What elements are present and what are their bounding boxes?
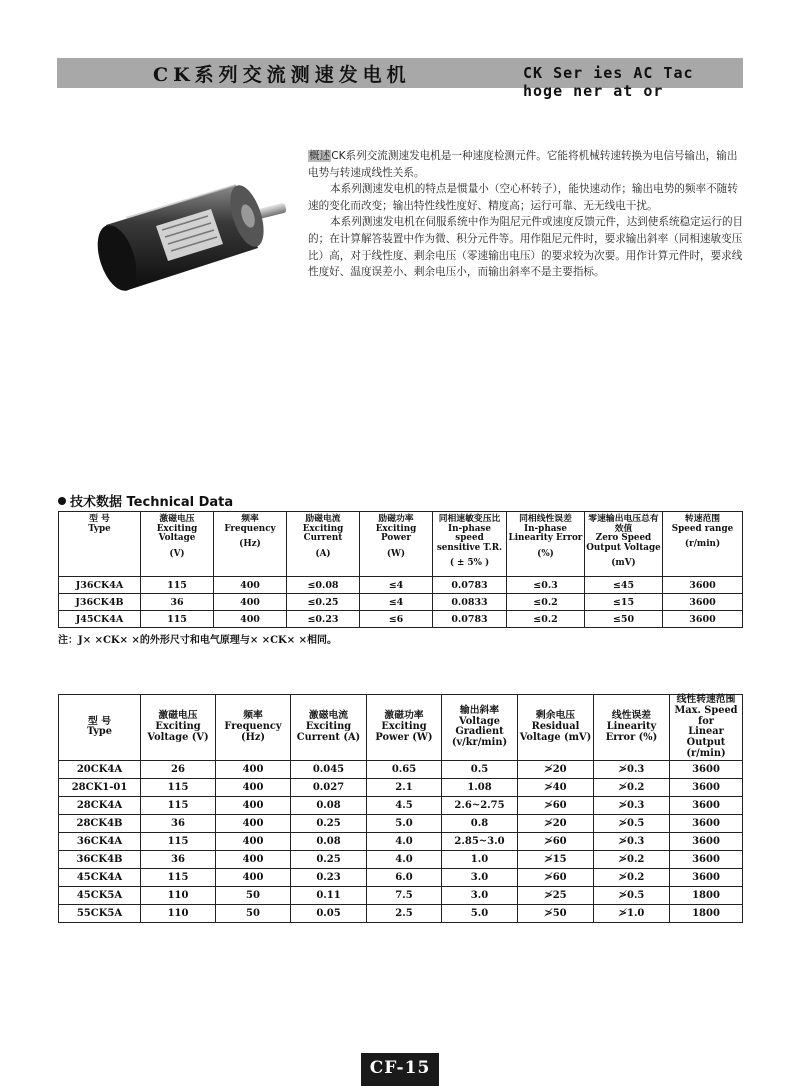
table-cell: ≯0.5 — [594, 886, 670, 904]
column-header-cn: 频率 — [241, 514, 259, 524]
table-cell: 3600 — [670, 850, 743, 868]
table-cell: ≯0.2 — [594, 778, 670, 796]
table-cell: ≤15 — [585, 594, 663, 611]
column-header-en: Exciting Current — [302, 523, 344, 544]
column-header-unit: (V) — [169, 548, 185, 559]
column-header-unit: (%) — [537, 548, 554, 559]
column-header-cn: 型 号 — [89, 514, 110, 524]
table-cell: 400 — [216, 814, 291, 832]
table-cell: ≤4 — [360, 594, 433, 611]
technical-data-table-j — [58, 511, 743, 628]
column-header-unit: (Hz) — [239, 539, 261, 550]
table-cell: ≤0.2 — [507, 594, 585, 611]
column-header — [367, 695, 442, 761]
table-cell: ≤0.08 — [287, 577, 360, 594]
table-cell: 3600 — [670, 760, 743, 778]
table-cell: 36 — [141, 594, 214, 611]
table-cell: 400 — [216, 796, 291, 814]
table-cell: 0.8 — [442, 814, 518, 832]
description-p3: 本系列测速发电机在伺服系统中作为阻尼元件或速度反馈元件，达到使系统稳定运行的目的；在计算解答装置中作为微、积分元件等。用作阻尼元件时，要求输出斜率（同相速敏变压比）高，对于线性度、剩余电压（零速输出电压）的要求较为次要。用作计算元件时，要求线性度好、温度误差小、剩余电压小，而输出斜率不是主要指标。 — [308, 216, 744, 279]
table-cell: 45CK5A — [59, 886, 141, 904]
column-header-en: Exciting — [155, 720, 201, 732]
column-header-unit: (r/min) — [684, 539, 721, 550]
column-header-unit: Voltage (mV) — [519, 731, 592, 743]
column-header-unit: (Hz) — [240, 731, 266, 743]
table-cell: 110 — [141, 904, 216, 922]
column-header — [214, 512, 287, 577]
table-cell: ≤0.2 — [507, 611, 585, 628]
column-header-cn: 频率 — [243, 710, 263, 722]
column-header-unit: Gradient (v/kr/min) — [451, 726, 508, 749]
table-cell: J45CK4A — [59, 611, 141, 628]
table-cell: 4.5 — [367, 796, 442, 814]
column-header-unit: Current (A) — [296, 731, 361, 743]
table-row — [59, 868, 743, 886]
column-header-cn: 型 号 — [87, 715, 111, 727]
column-header-cn: 励磁电流 — [305, 514, 341, 524]
column-header-unit: (A) — [315, 548, 331, 559]
table-cell: ≯60 — [518, 868, 594, 886]
overview-badge: 概述 — [309, 150, 331, 162]
table-cell: 3600 — [670, 796, 743, 814]
table-cell: J36CK4B — [59, 594, 141, 611]
table-cell: 0.25 — [291, 850, 367, 868]
column-header-en: Residual — [531, 720, 580, 732]
table-cell: 1.08 — [442, 778, 518, 796]
column-header-cn: 激磁功率 — [384, 710, 424, 722]
table-row — [59, 778, 743, 796]
table-cell: 3.0 — [442, 868, 518, 886]
table-cell: 36CK4A — [59, 832, 141, 850]
column-header — [216, 695, 291, 761]
column-header-cn: 激磁电流 — [308, 710, 349, 722]
table-cell: 400 — [216, 778, 291, 796]
column-header-en: Type — [88, 523, 111, 534]
table-row — [59, 886, 743, 904]
column-header — [287, 512, 360, 577]
table-cell: ≯0.2 — [594, 868, 670, 886]
table-cell: 3600 — [663, 577, 743, 594]
table-cell: 5.0 — [367, 814, 442, 832]
table-cell: 0.5 — [442, 760, 518, 778]
table-cell: 4.0 — [367, 850, 442, 868]
table-cell: 0.11 — [291, 886, 367, 904]
table-cell: 1800 — [670, 886, 743, 904]
table-row — [59, 577, 743, 594]
table-row — [59, 760, 743, 778]
technical-data-heading: 技术数据 Technical Data — [58, 491, 233, 510]
table-cell: J36CK4A — [59, 577, 141, 594]
table-cell: ≯40 — [518, 778, 594, 796]
bullet-icon — [58, 497, 66, 505]
column-header — [141, 695, 216, 761]
column-header — [663, 512, 743, 577]
column-header-en: Frequency — [224, 720, 282, 732]
tachogenerator-photo — [86, 170, 296, 320]
table-header-row — [59, 695, 743, 761]
table-cell: 400 — [216, 850, 291, 868]
table-cell: ≯15 — [518, 850, 594, 868]
table-cell: 0.65 — [367, 760, 442, 778]
table-cell: 6.0 — [367, 868, 442, 886]
column-header-unit: Power (W) — [375, 731, 433, 743]
table-cell: 36 — [141, 850, 216, 868]
column-header — [433, 512, 507, 577]
column-header-cn: 零速输出电压总有效值 — [588, 514, 659, 534]
column-header — [442, 695, 518, 761]
table-cell: 3600 — [670, 778, 743, 796]
table-cell: ≤45 — [585, 577, 663, 594]
table-cell: 0.08 — [291, 796, 367, 814]
table-cell: 1.0 — [442, 850, 518, 868]
table-cell: ≤0.23 — [287, 611, 360, 628]
column-header-en: Exciting — [381, 720, 427, 732]
table-row — [59, 904, 743, 922]
column-header-en: In-phase Linearity Error — [508, 523, 583, 544]
column-header-en: In-phase speed sensitive T.R. — [436, 523, 503, 553]
table-cell: ≤50 — [585, 611, 663, 628]
table-cell: 0.23 — [291, 868, 367, 886]
table-header-row — [59, 512, 743, 577]
table-cell: 55CK5A — [59, 904, 141, 922]
table-cell: 115 — [141, 577, 214, 594]
page-number: CF-15 — [361, 1053, 439, 1086]
table-cell: ≤0.25 — [287, 594, 360, 611]
column-header-unit: Voltage (V) — [147, 731, 209, 743]
table-cell: 115 — [141, 868, 216, 886]
table-cell: 0.0833 — [433, 594, 507, 611]
column-header — [585, 512, 663, 577]
column-header — [59, 512, 141, 577]
table-cell: 0.027 — [291, 778, 367, 796]
table-cell: 3600 — [670, 868, 743, 886]
table-cell: ≯0.2 — [594, 850, 670, 868]
table-cell: 0.08 — [291, 832, 367, 850]
column-header-cn: 激磁电压 — [159, 514, 195, 524]
column-header-cn: 励磁功率 — [378, 514, 414, 524]
table-cell: ≤6 — [360, 611, 433, 628]
table-cell: 45CK4A — [59, 868, 141, 886]
table-cell: ≯0.5 — [594, 814, 670, 832]
table-cell: 4.0 — [367, 832, 442, 850]
description — [308, 148, 748, 281]
column-header — [594, 695, 670, 761]
column-header-unit: Linear Output (r/min) — [686, 726, 726, 759]
table-cell: ≯25 — [518, 886, 594, 904]
table-cell: 3600 — [663, 611, 743, 628]
table-cell: 50 — [216, 904, 291, 922]
description-p2: 本系列测速发电机的特点是惯量小（空心杯转子），能快速动作；输出电势的频率不随转速的变化而改变；输出特性线性度好、精度高；运行可靠、无无线电干扰。 — [308, 183, 738, 212]
table-cell: ≯60 — [518, 832, 594, 850]
column-header-cn: 输出斜率 — [459, 704, 500, 716]
column-header-cn: 剩余电压 — [535, 710, 576, 722]
description-p1: 概述CK系列交流测速发电机是一种速度检测元件。它能将机械转速转换为电信号输出，输出电势与转速成线性关系。 — [308, 150, 738, 179]
column-header-en: Voltage — [459, 715, 500, 727]
column-header-unit: ( ± 5% ) — [449, 558, 490, 569]
table-cell: 110 — [141, 886, 216, 904]
table-note: 注：J× ×CK× ×的外形尺寸和电气原理与× ×CK× ×相同。 — [58, 635, 337, 646]
column-header — [291, 695, 367, 761]
table-cell: ≯1.0 — [594, 904, 670, 922]
table-cell: 3600 — [670, 832, 743, 850]
column-header-cn: 线性误差 — [611, 710, 652, 722]
table-cell: 5.0 — [442, 904, 518, 922]
table-cell: ≯0.3 — [594, 832, 670, 850]
column-header-en: Exciting Voltage — [156, 523, 198, 544]
column-header — [360, 512, 433, 577]
title-english: CK Ser ies AC Tac hoge ner at or — [523, 64, 694, 100]
table-cell: 2.5 — [367, 904, 442, 922]
table-cell: 28CK4B — [59, 814, 141, 832]
table-cell: 28CK1-01 — [59, 778, 141, 796]
table-cell: 400 — [216, 760, 291, 778]
table-cell: 3600 — [663, 594, 743, 611]
column-header-en: Type — [87, 726, 112, 738]
table-cell: 400 — [214, 611, 287, 628]
column-header-unit: Error (%) — [605, 731, 658, 743]
table-cell: 20CK4A — [59, 760, 141, 778]
column-header-en: Exciting Power — [375, 523, 417, 544]
table-cell: 28CK4A — [59, 796, 141, 814]
table-row — [59, 611, 743, 628]
column-header-en: Speed range — [671, 523, 734, 534]
table-cell: 2.85~3.0 — [442, 832, 518, 850]
table-cell: 26 — [141, 760, 216, 778]
table-cell: ≤4 — [360, 577, 433, 594]
table-cell: 0.0783 — [433, 577, 507, 594]
table-cell: 0.05 — [291, 904, 367, 922]
table-cell: 2.1 — [367, 778, 442, 796]
table-cell: 400 — [216, 832, 291, 850]
table-cell: 0.0783 — [433, 611, 507, 628]
table-cell: 115 — [141, 796, 216, 814]
table-row — [59, 594, 743, 611]
column-header-unit: (W) — [386, 548, 406, 559]
table-cell: 115 — [141, 611, 214, 628]
table-cell: 1800 — [670, 904, 743, 922]
table-cell: 400 — [214, 594, 287, 611]
title-bar — [57, 58, 743, 100]
column-header-en: Frequency — [224, 523, 276, 534]
table-cell: ≯20 — [518, 814, 594, 832]
table-cell: ≯0.3 — [594, 796, 670, 814]
column-header-cn: 线性转速范围 — [676, 694, 736, 705]
column-header — [670, 695, 743, 761]
table-row — [59, 832, 743, 850]
technical-data-table-ck — [58, 694, 743, 923]
table-cell: 36CK4B — [59, 850, 141, 868]
table-cell: 115 — [141, 778, 216, 796]
table-cell: ≤0.3 — [507, 577, 585, 594]
table-cell: 0.045 — [291, 760, 367, 778]
column-header-en: Linearity — [606, 720, 657, 732]
table-cell: 0.25 — [291, 814, 367, 832]
column-header — [59, 695, 141, 761]
table-cell: ≯20 — [518, 760, 594, 778]
column-header-cn: 同相速敏变压比 — [438, 514, 501, 524]
column-header — [507, 512, 585, 577]
column-header-cn: 激磁电压 — [158, 710, 198, 722]
table-cell: 400 — [216, 868, 291, 886]
table-cell: 3.0 — [442, 886, 518, 904]
column-header-cn: 同相线性误差 — [519, 514, 572, 524]
table-cell: 7.5 — [367, 886, 442, 904]
table-cell: ≯0.3 — [594, 760, 670, 778]
column-header-en: Zero Speed Output Voltage — [586, 533, 661, 553]
table-cell: ≯60 — [518, 796, 594, 814]
column-header-en: Max. Speed for — [674, 704, 738, 727]
table-cell: 3600 — [670, 814, 743, 832]
column-header-cn: 转速范围 — [684, 514, 721, 524]
column-header-en: Exciting — [305, 720, 352, 732]
table-cell: 50 — [216, 886, 291, 904]
column-header — [141, 512, 214, 577]
table-cell: 115 — [141, 832, 216, 850]
column-header-unit: (mV) — [611, 558, 636, 569]
table-cell: 36 — [141, 814, 216, 832]
table-cell: ≯50 — [518, 904, 594, 922]
table-row — [59, 814, 743, 832]
title-chinese: CK系列交流测速发电机 — [153, 64, 411, 86]
table-row — [59, 850, 743, 868]
table-row — [59, 796, 743, 814]
column-header — [518, 695, 594, 761]
table-cell: 2.6~2.75 — [442, 796, 518, 814]
table-cell: 400 — [214, 577, 287, 594]
